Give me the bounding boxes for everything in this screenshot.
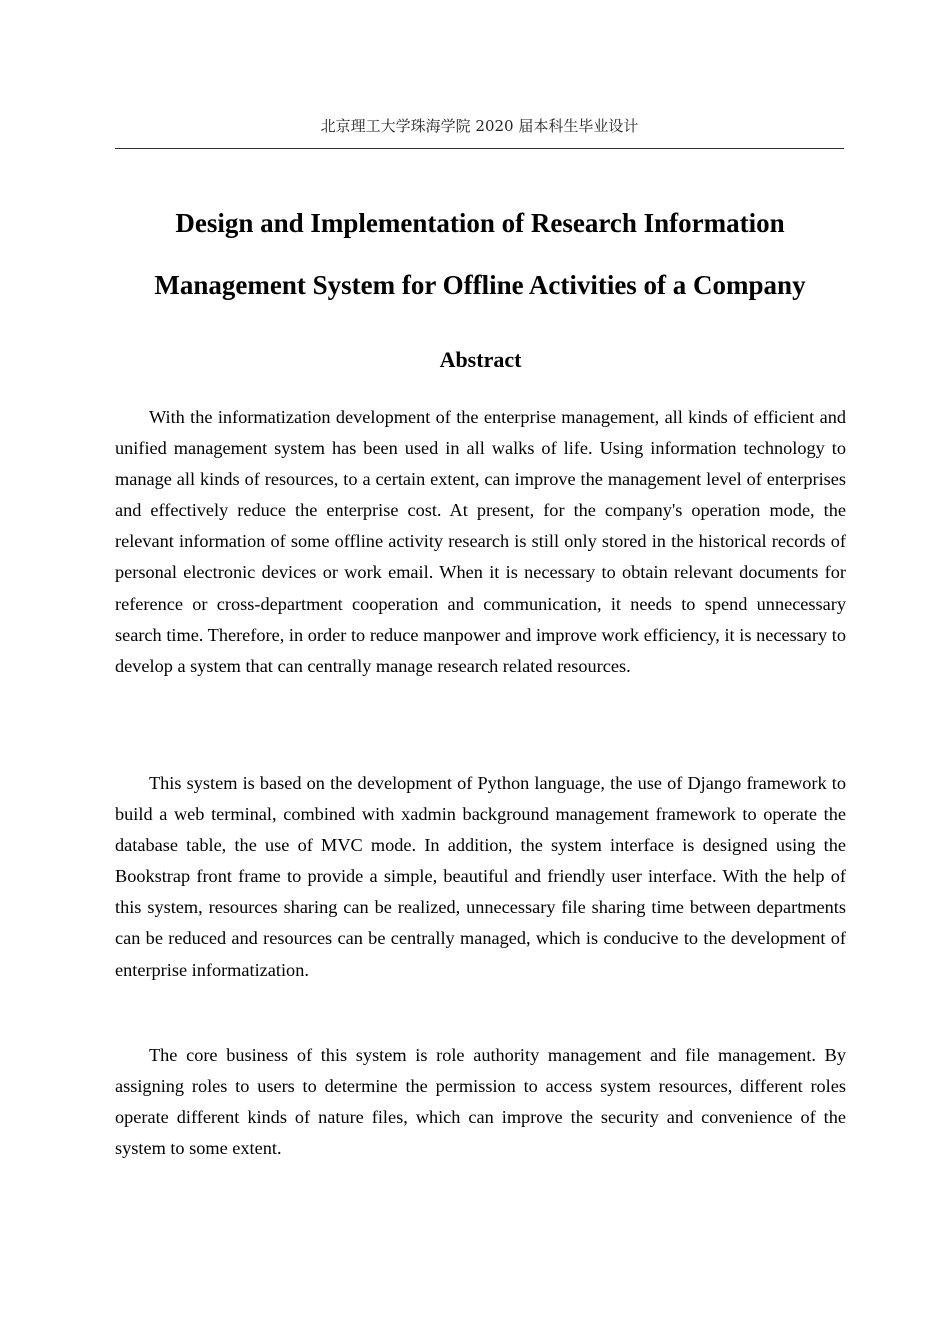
abstract-paragraph: This system is based on the development of Python language, the use of Django framework to build a web terminal, combined with xadmin background management framework to operate the database table, the use of MVC mode. In addition, the system interface is designed using the Bookstrap front frame to provide a simple, beautiful and friendly user interface. With the help of this system, resources sharing can be realized, unnecessary file sharing time between departments can be reduced and resources can be centrally managed, which is conducive to the development of enterprise informatization.: [115, 773, 846, 980]
paper-title: [100, 192, 860, 316]
running-header: 北京理工大学珠海学院 2020 届本科生毕业设计: [320, 117, 639, 135]
abstract-paragraph: With the informatization development of the enterprise management, all kinds of efficient and unified management system has been used in all walks of life. Using information technology to manage all kinds of resources, to a certain extent, can improve the management level of enterprises and effectively reduce the enterprise cost. At present, for the company's operation mode, the relevant information of some offline activity research is still only stored in the historical records of personal electronic devices or work email. When it is necessary to obtain relevant documents for reference or cross-department cooperation and communication, it needs to spend unnecessary search time. Therefore, in order to reduce manpower and improve work efficiency, it is necessary to develop a system that can centrally manage research related resources.: [115, 407, 846, 676]
header-divider: [115, 148, 844, 149]
paper-title-line-1: Design and Implementation of Research Information: [175, 208, 785, 238]
abstract-paragraph: The core business of this system is role authority management and file management. By assigning roles to users to determine the permission to access system resources, different roles operate different kinds of nature files, which can improve the security and convenience of the system to some extent.: [115, 1045, 846, 1159]
paper-title-line-2: Management System for Offline Activities of a Company: [154, 270, 806, 300]
abstract-heading: Abstract: [439, 347, 522, 372]
